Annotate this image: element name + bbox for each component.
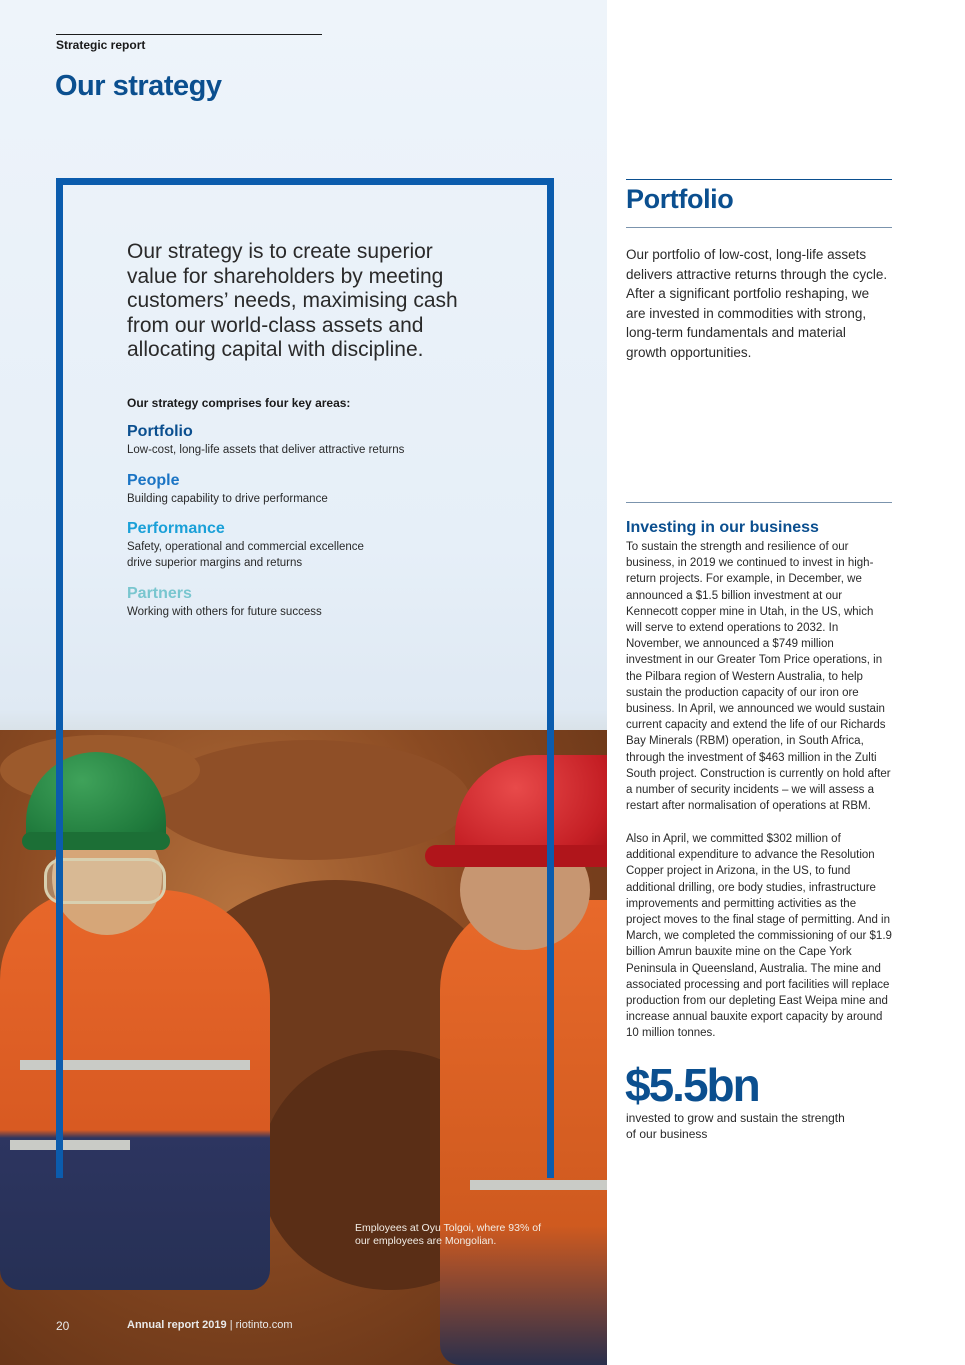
portfolio-heading: Portfolio bbox=[626, 184, 734, 214]
header-rule bbox=[56, 34, 322, 35]
strategy-intro: Our strategy is to create superior value for shareholders by meeting customers’ needs, maximising cash from our world-class assets and allocating capital with discipline. bbox=[127, 240, 458, 361]
area-title-portfolio: Portfolio bbox=[127, 423, 193, 440]
area-desc-partners: Working with others for future success bbox=[127, 606, 322, 618]
footer-report-name: Annual report 2019 bbox=[127, 1319, 227, 1331]
footer-separator: | bbox=[226, 1319, 236, 1331]
footer-report-line bbox=[127, 1319, 292, 1331]
area-desc-performance: Safety, operational and commercial excellence drive superior margins and returns bbox=[127, 541, 364, 569]
portfolio-bottom-rule bbox=[626, 227, 892, 228]
portfolio-body: Our portfolio of low-cost, long-life assets delivers attractive returns through the cycle. After a significant portfolio reshaping, we are invested in commodities with strong, long-term fundamentals and material growth opportunities. bbox=[626, 247, 888, 360]
page-number: 20 bbox=[56, 1319, 70, 1333]
portfolio-top-rule bbox=[626, 179, 892, 180]
investing-top-rule bbox=[626, 502, 892, 503]
highlight-description: invested to grow and sustain the strength of our business bbox=[626, 1111, 845, 1141]
area-title-performance: Performance bbox=[127, 520, 225, 537]
photo-caption: Employees at Oyu Tolgoi, where 93% of our employees are Mongolian. bbox=[355, 1222, 541, 1247]
section-label: Strategic report bbox=[56, 38, 146, 52]
area-desc-people: Building capability to drive performance bbox=[127, 493, 328, 505]
footer-website[interactable]: riotinto.com bbox=[235, 1319, 293, 1331]
investing-heading: Investing in our business bbox=[626, 519, 819, 536]
highlight-value: $5.5bn bbox=[625, 1059, 759, 1111]
area-desc-portfolio: Low-cost, long-life assets that deliver attractive returns bbox=[127, 444, 405, 456]
area-title-partners: Partners bbox=[127, 585, 192, 602]
page-title: Our strategy bbox=[55, 70, 222, 102]
reflective-stripe bbox=[470, 1180, 607, 1190]
investing-paragraph-1: To sustain the strength and resilience of our business, in 2019 we continued to invest in high-return projects. For example, in December, we announced a $1.5 billion investment at our Kennecott copper mine in Utah, in the US, which will serve to extend operations to 2032. In November, we announced a $749 million investment in our Greater Tom Price operations, in the Pilbara region of Western Australia, to help sustain the production capacity of our iron ore business. In April, we announced we would sustain current capacity and extend the life of our Richards Bay Minerals (RBM) operation, in South Africa, through the investment of $463 million in the Zulti South project. Construction is currently on hold after a number of security incidents – we will assess a restart after normalisation of operations at RBM. bbox=[626, 541, 891, 813]
area-title-people: People bbox=[127, 472, 180, 489]
key-areas-label: Our strategy comprises four key areas: bbox=[127, 396, 351, 410]
investing-paragraph-2: Also in April, we committed $302 million of additional expenditure to advance the Resolution Copper project in Arizona, in the US, to fund additional drilling, ore body studies, infrastructure improvements and permitting activities as the project moves to the final stage of permitting. And in March, we completed the commissioning of our $1.9 billion Amrun bauxite mine on the Cape York Peninsula in Queensland, Australia. The mine and associated processing and port facilities will replace production from our depleting East Weipa mine and increase annual bauxite export capacity by around 10 million tonnes. bbox=[626, 833, 892, 1040]
